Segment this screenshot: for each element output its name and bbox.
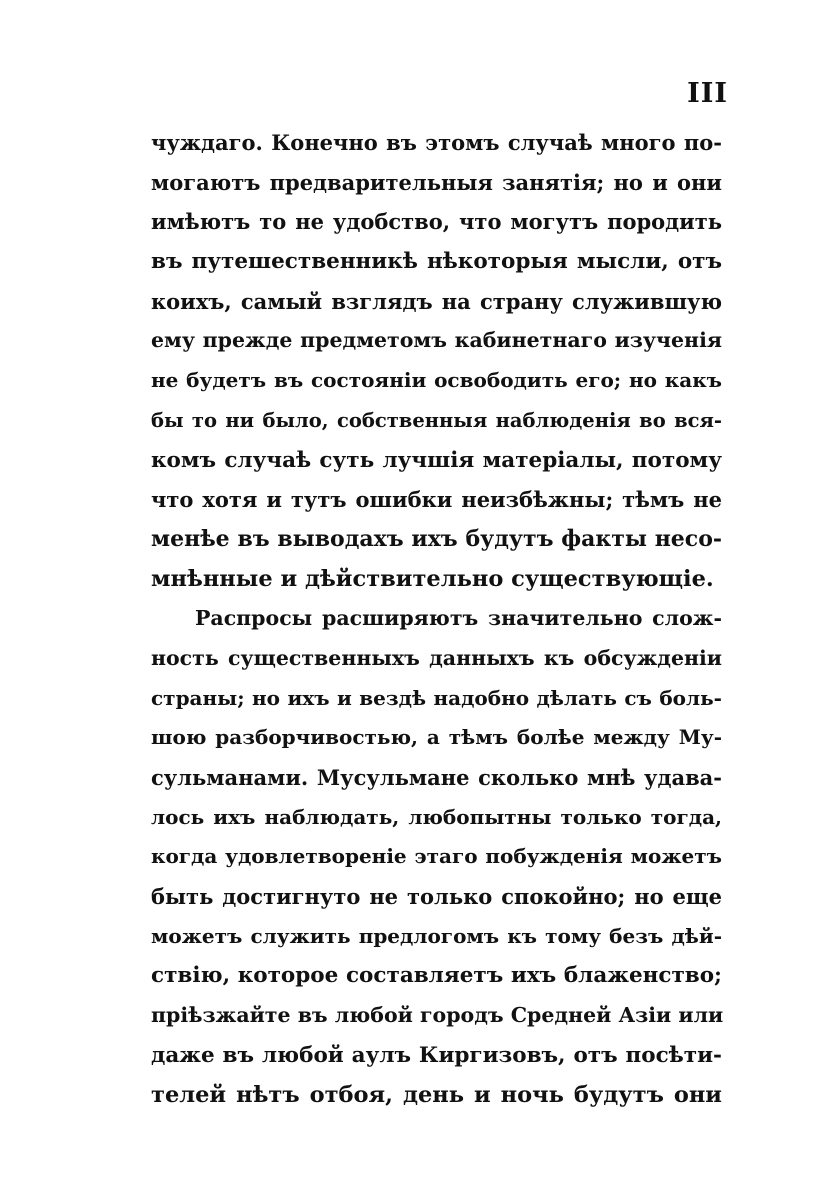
text-line: чуждаго. Конечно въ этомъ случаѣ много по-	[151, 130, 722, 155]
body-text	[151, 123, 722, 1115]
text-line: можетъ служить предлогомъ къ тому безъ дѣй-	[151, 923, 722, 948]
page-number: III	[687, 78, 728, 109]
text-line: ствію, которое составляетъ ихъ блаженство;	[151, 963, 722, 989]
text-line: что хотя и тутъ ошибки неизбѣжны; тѣмъ не	[151, 487, 722, 513]
text-line: ность существенныхъ данныхъ къ обсужденіи	[151, 645, 722, 670]
text-line: мнѣнные и дѣйствительно существующіе.	[151, 565, 714, 592]
text-line: лось ихъ наблюдать, любопытны только тогда,	[151, 804, 722, 829]
text-line: коихъ, самый взглядъ на страну служившую	[151, 288, 722, 314]
text-line: могаютъ предварительныя занятія; но и они	[151, 169, 722, 195]
text-line: шою разборчивостью, а тѣмъ болѣе между Му-	[151, 725, 722, 750]
text-line: не будетъ въ состояніи освободить его; но какъ	[151, 368, 722, 393]
text-line: когда удовлетвореніе этаго побужденія можетъ	[151, 844, 722, 869]
text-line: бы то ни было, собственныя наблюденія во вся-	[151, 408, 722, 432]
text-line: въ путешественникѣ нѣкоторыя мысли, отъ	[151, 249, 722, 275]
text-line: комъ случаѣ суть лучшія матеріалы, потому	[151, 447, 722, 473]
text-line: пріѣзжайте въ любой городъ Средней Азіи или	[151, 1003, 724, 1028]
text-line: телей нѣтъ отбоя, день и ночь будутъ они	[151, 1081, 722, 1108]
text-line: быть достигнуто не только спокойно; но еще	[151, 884, 722, 910]
text-line: имѣютъ то не удобство, что могутъ породить	[151, 209, 722, 235]
text-line: ему прежде предметомъ кабинетнаго изученія	[151, 328, 722, 353]
text-line: даже въ любой аулъ Киргизовъ, отъ посѣти-	[151, 1042, 722, 1068]
text-line: Распросы расширяютъ значительно слож-	[195, 606, 722, 631]
text-line: менѣе въ выводахъ ихъ будутъ факты несо-	[151, 525, 722, 552]
text-line: страны; но ихъ и вездѣ надобно дѣлать съ боль-	[151, 685, 722, 710]
text-line: сульманами. Мусульмане сколько мнѣ удава-	[151, 765, 722, 790]
